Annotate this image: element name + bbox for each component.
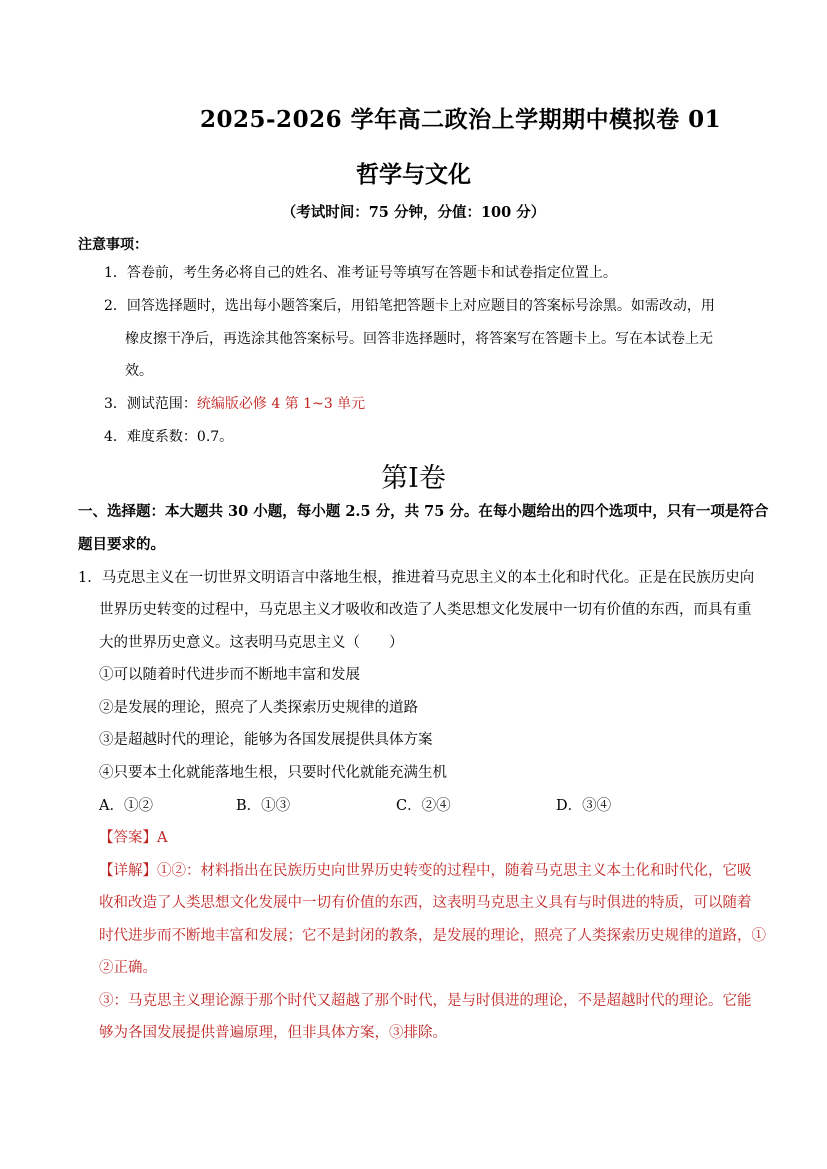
question-1-stem-line-3: 大的世界历史意义。这表明马克思主义（ ） <box>99 635 404 651</box>
notice-item-2-line-1: 2．回答选择题时，选出每小题答案后，用铅笔把答题卡上对应题目的答案标号涂黑。如需改动，用 <box>104 298 715 314</box>
question-1-statement-3: ③是超越时代的理论，能够为各国发展提供具体方案 <box>99 732 433 748</box>
test-scope: 统编版必修 4 第 1~3 单元 <box>196 396 366 412</box>
question-1-explain-line-5: ③：马克思主义理论源于那个时代又超越了那个时代，是与时俱进的理论，不是超越时代的理论。它能 <box>99 993 752 1009</box>
exam-info: （考试时间：75 分钟，分值：100 分） <box>281 204 546 221</box>
question-1-statement-2: ②是发展的理论，照亮了人类探索历史规律的道路 <box>99 700 418 716</box>
question-1-explain-line-4: ②正确。 <box>99 960 157 976</box>
notice-item-2-line-2: 橡皮擦干净后，再选涂其他答案标号。回答非选择题时，将答案写在答题卡上。写在本试卷上无 <box>125 331 713 347</box>
question-1-choice-c: C．②④ <box>396 798 451 814</box>
question-1-choice-d: D．③④ <box>556 798 612 814</box>
question-1-explain-line-3: 时代进步而不断地丰富和发展；它不是封闭的教条，是发展的理论，照亮了人类探索历史规律的道路，① <box>99 928 766 944</box>
question-1-choice-b: B．①③ <box>236 798 291 814</box>
notice-item-3-prefix: 3．测试范围： <box>104 396 197 412</box>
question-1-explain-line-2: 收和改造了人类思想文化发展中一切有价值的东西，这表明马克思主义具有与时俱进的特质，可以随着 <box>99 895 752 911</box>
question-1-answer: 【答案】A <box>99 830 168 846</box>
exam-title: 2025-2026 学年高二政治上学期期中模拟卷 01 <box>200 106 722 133</box>
notice-item-2-line-3: 效。 <box>125 363 153 379</box>
notice-item-1: 1．答卷前，考生务必将自己的姓名、准考证号等填写在答题卡和试卷指定位置上。 <box>104 265 617 281</box>
section-heading: 第Ⅰ卷 <box>381 463 446 494</box>
question-1-explain-line-1: 【详解】①②：材料指出在民族历史向世界历史转变的过程中，随着马克思主义本土化和时代化，它吸 <box>99 863 752 879</box>
question-1-choice-a: A．①② <box>99 798 153 814</box>
section-desc-line-2: 题目要求的。 <box>78 536 165 553</box>
notice-heading: 注意事项： <box>78 237 148 253</box>
question-1-stem-line-2: 世界历史转变的过程中，马克思主义才吸收和改造了人类思想文化发展中一切有价值的东西，而具有重 <box>99 602 752 618</box>
section-desc-line-1: 一、选择题：本大题共 30 小题，每小题 2.5 分，共 75 分。在每小题给出的四个选项中，只有一项是符合 <box>78 503 769 520</box>
question-1-statement-4: ④只要本土化就能落地生根，只要时代化就能充满生机 <box>99 765 447 781</box>
question-1-explain-line-6: 够为各国发展提供普遍原理，但非具体方案，③排除。 <box>99 1025 447 1041</box>
notice-item-3 <box>104 394 365 414</box>
question-1-stem-line-1: 1．马克思主义在一切世界文明语言中落地生根，推进着马克思主义的本土化和时代化。正是在民族历史向 <box>78 570 755 586</box>
question-1-statement-1: ①可以随着时代进步而不断地丰富和发展 <box>99 667 360 683</box>
exam-subtitle: 哲学与文化 <box>356 161 471 188</box>
notice-item-4: 4．难度系数：0.7。 <box>104 429 234 445</box>
